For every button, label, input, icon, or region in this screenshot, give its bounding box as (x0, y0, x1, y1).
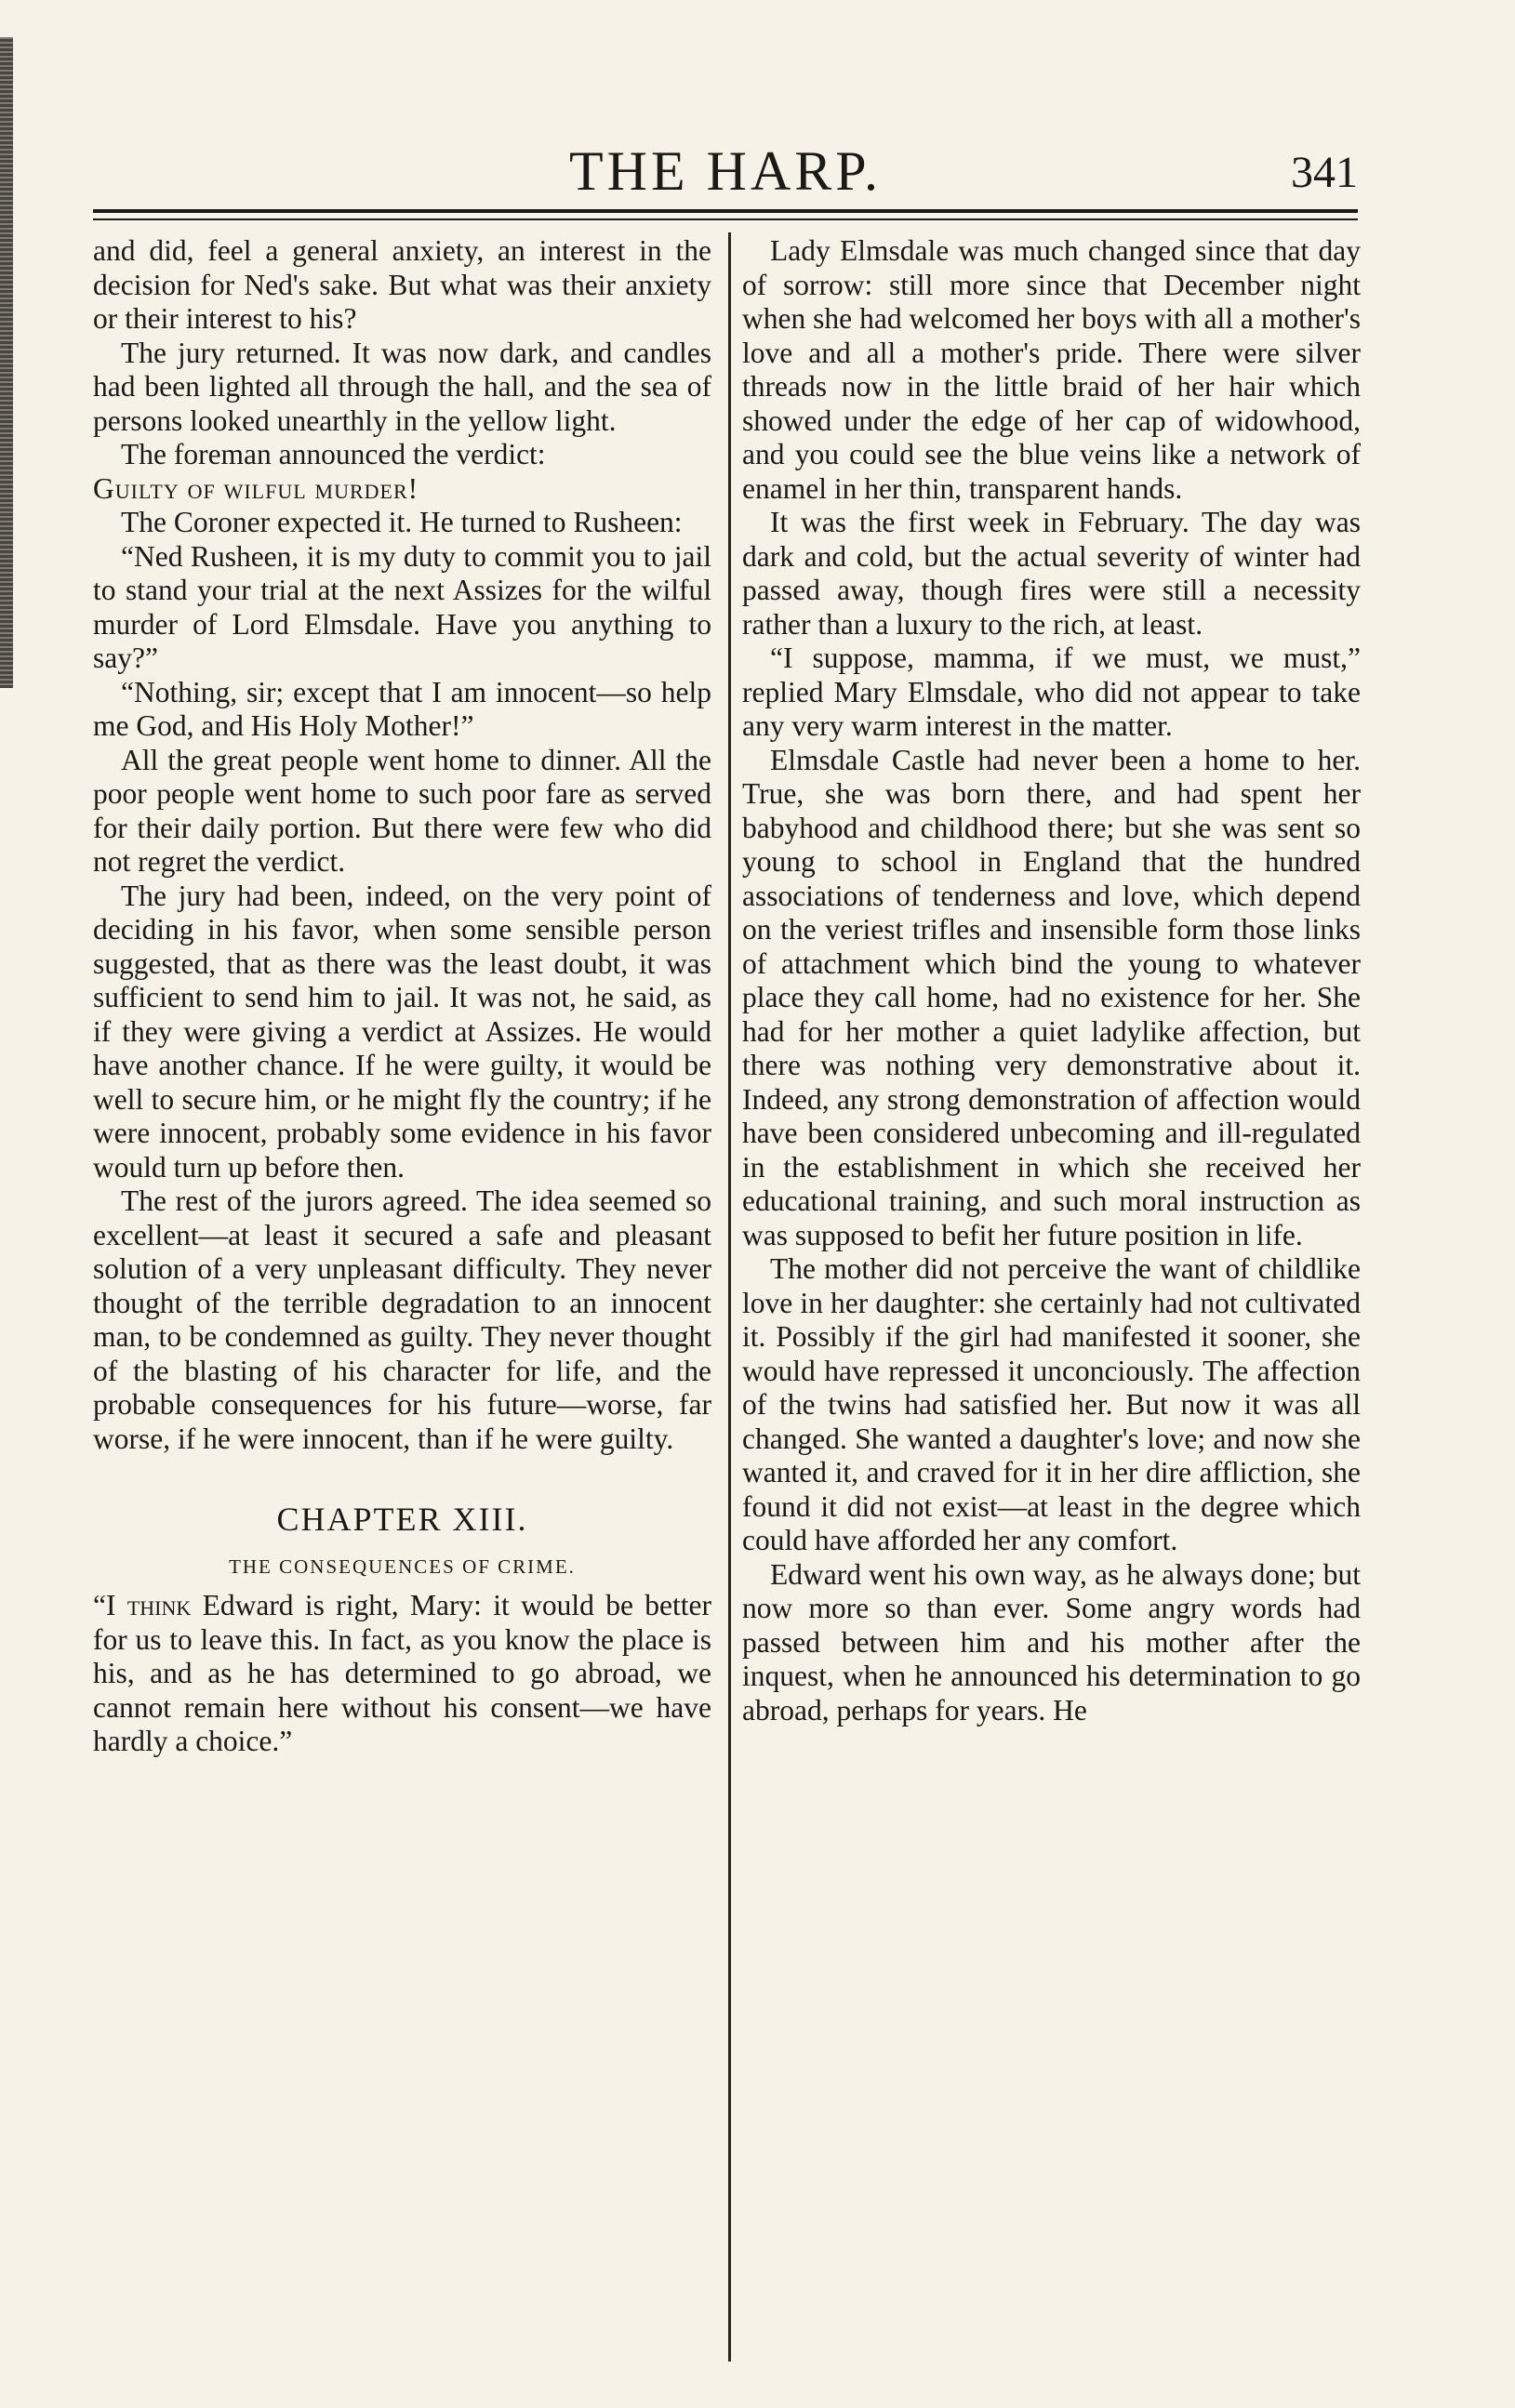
paragraph (93, 1589, 711, 1759)
chapter-heading: CHAPTER XIII. (276, 1501, 528, 1538)
left-column (93, 234, 711, 2363)
paragraph: “I suppose, mamma, if we must, we must,” replied Mary Elmsdale, who did not appear to take any very warm interest in the matter. (742, 642, 1361, 742)
paragraph: Elmsdale Castle had never been a home to her. True, she was born there, and had spent her babyhood and childhood there; but she was sent so young to school in England that the hundred associations of tenderness and love, which depend on the veriest trifles and insensible form those links of attachment which bind the young to whatever place they call home, had no existence for her. She had for her mother a quiet ladylike affection, but there was nothing very demonstrative about it. Indeed, any strong demonstration of affection would have been considered unbecoming and ill-regulated in the establishment in which she received her educational training, and such moral instruction as was supposed to befit her future position in life. (742, 743, 1361, 1251)
paragraph: “Nothing, sir; except that I am innocent—so help me God, and His Holy Mother!” (93, 675, 711, 742)
right-column (742, 234, 1361, 2363)
paragraph: It was the first week in February. The day was dark and cold, but the actual severity of winter had passed away, though fires were still a necessity rather than a luxury to the rich, at least. (742, 506, 1361, 641)
column-divider (728, 232, 731, 2362)
page-header (93, 130, 1358, 205)
paragraph: The rest of the jurors agreed. The idea seemed so excellent—at least it secured a safe and pleasant solution of a very unpleasant difficulty. They never thought of the terrible degradation to an innocent man, to be condemned as guilty. They never thought of the blasting of his character for life, and the probable consequences for his future—worse, far worse, if he were innocent, than if he were guilty. (93, 1184, 711, 1455)
paragraph: and did, feel a general anxiety, an interest in the decision for Ned's sake. But what was their anxiety or their interest to his? (93, 234, 711, 335)
paragraph: The Coroner expected it. He turned to Rusheen: (121, 506, 683, 538)
header-rule-thick (93, 209, 1358, 213)
paragraph: The jury returned. It was now dark, and candles had been lighted all through the hall, and the sea of persons looked unearthly in the yellow light. (93, 336, 711, 437)
paragraph: The mother did not perceive the want of childlike love in her daughter: she certainly had not cultivated it. Possibly if the girl had manifested it sooner, she would have repressed it unconciously. The affection of the twins had satisfied her. But now it was all changed. She wanted a daughter's love; and now she wanted it, and craved for it in her dire affliction, she found it did not exist—at least in the degree which could have afforded her any comfort. (742, 1252, 1361, 1556)
paragraph: Lady Elmsdale was much changed since that day of sorrow: still more since that December night when she had welcomed her boys with all a mother's love and all a mother's pride. There were silver threads now in the little braid of her hair which showed under the edge of her cap of widowhood, and you could see the blue veins like a network of enamel in her thin, transparent hands. (742, 234, 1361, 505)
chapter-subtitle: THE CONSEQUENCES OF CRIME. (229, 1555, 576, 1578)
paragraph: The jury had been, indeed, on the very point of deciding in his favor, when some sensible person suggested, that as there was the least doubt, it was sufficient to send him to jail. It was not, he said, as if they were giving a verdict at Assizes. He would have another chance. If he were guilty, it would be well to secure him, or he might fly the country; if he were innocent, probably some evidence in his favor would turn up before then. (93, 879, 711, 1184)
paragraph: Edward went his own way, as he always done; but now more so than ever. Some angry words had passed between him and his mother after the inquest, when he announced his determination to go abroad, perhaps for years. He (742, 1557, 1361, 1727)
paragraph-text: Edward is right, Mary: it would be better for us to leave this. In fact, as you know the place is his, and as he has determined to go abroad, we cannot remain here without his consent—we have hardly a choice.” (93, 1589, 711, 1757)
binding-edge (0, 37, 13, 688)
paragraph: All the great people went home to dinner. All the poor people went home to such poor fare as served for their daily portion. But there were few who did not regret the verdict. (93, 743, 711, 878)
paragraph: The foreman announced the verdict: (121, 438, 546, 470)
running-title: THE HARP. (568, 140, 883, 202)
header-rule-thin (93, 218, 1358, 220)
opening-words: “I think (93, 1589, 192, 1621)
page-number: 341 (1291, 148, 1358, 197)
paragraph: “Ned Rusheen, it is my duty to commit you to jail to stand your trial at the next Assizes for the wilful murder of Lord Elmsdale. Have you anything to say?” (93, 539, 711, 674)
verdict-line: Guilty of wilful murder! (93, 471, 419, 505)
